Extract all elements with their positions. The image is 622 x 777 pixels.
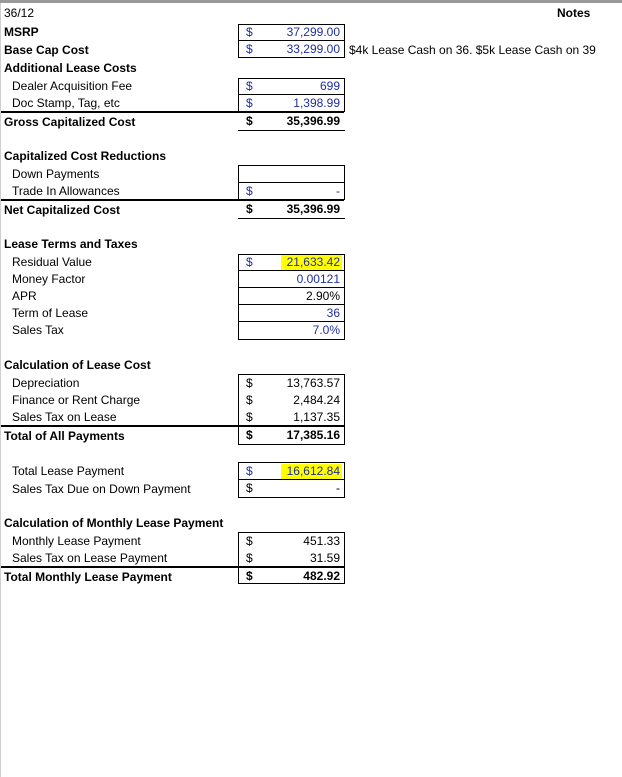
- finance-label: Finance or Rent Charge: [12, 393, 141, 407]
- total-monthly-value: 482.92: [303, 569, 340, 583]
- base-cap-cell[interactable]: $ 33,299.00: [246, 42, 340, 56]
- lease-cost-heading: Calculation of Lease Cost: [4, 358, 151, 372]
- finance-cell: $ 2,484.24: [246, 393, 340, 407]
- net-cap-value: 35,396.99: [286, 202, 340, 216]
- residual-label: Residual Value: [12, 255, 92, 269]
- base-cap-label: Base Cap Cost: [4, 43, 89, 57]
- total-monthly-cell: $ 482.92: [246, 569, 340, 583]
- lease-tax-value: 1,137.35: [293, 410, 340, 424]
- monthly-payment-cell: $ 451.33: [246, 534, 340, 548]
- msrp-cell[interactable]: $ 37,299.00: [246, 25, 340, 39]
- sales-tax-label: Sales Tax: [12, 323, 64, 337]
- monthly-tax-label: Sales Tax on Lease Payment: [12, 551, 168, 565]
- additional-costs-heading: Additional Lease Costs: [4, 61, 137, 75]
- depreciation-cell: $ 13,763.57: [246, 376, 340, 390]
- base-cap-value: 33,299.00: [286, 42, 340, 56]
- reductions-heading: Capitalized Cost Reductions: [4, 149, 167, 163]
- gross-cap-cell: $ 35,396.99: [246, 114, 340, 128]
- doc-stamp-cell[interactable]: $ 1,398.99: [246, 96, 340, 110]
- acq-fee-label: Dealer Acquisition Fee: [12, 79, 133, 93]
- doc-stamp-value: 1,398.99: [293, 96, 340, 110]
- term-value: 36: [326, 306, 340, 320]
- gross-cap-label: Gross Capitalized Cost: [4, 115, 136, 129]
- residual-cell[interactable]: $ 21,633.42: [246, 255, 340, 269]
- money-factor-label: Money Factor: [12, 272, 86, 286]
- total-payments-label: Total of All Payments: [4, 429, 125, 443]
- monthly-tax-value: 31.59: [309, 551, 340, 565]
- monthly-tax-cell: $ 31.59: [246, 551, 340, 565]
- monthly-payment-label: Monthly Lease Payment: [12, 534, 141, 548]
- acq-fee-value: 699: [319, 79, 340, 93]
- sheet-top-border: [0, 0, 622, 3]
- total-monthly-label: Total Monthly Lease Payment: [4, 570, 172, 584]
- tax-down-cell: $ -: [246, 481, 340, 495]
- down-payments-label: Down Payments: [12, 167, 100, 181]
- apr-label: APR: [12, 289, 37, 303]
- total-lease-value: 16,612.84: [281, 464, 342, 479]
- total-payments-value: 17,385.16: [286, 428, 340, 442]
- terms-heading: Lease Terms and Taxes: [4, 237, 138, 251]
- money-factor-value: 0.00121: [296, 272, 340, 286]
- apr-value: 2.90%: [305, 289, 340, 303]
- money-factor-cell[interactable]: [238, 271, 345, 288]
- term-label: Term of Lease: [12, 306, 89, 320]
- tax-down-value: -: [336, 481, 340, 495]
- net-cap-label: Net Capitalized Cost: [4, 203, 121, 217]
- msrp-label: MSRP: [4, 25, 39, 39]
- sales-tax-cell[interactable]: [238, 322, 345, 339]
- term-cell[interactable]: [238, 305, 345, 322]
- total-payments-cell: $ 17,385.16: [246, 428, 340, 442]
- total-lease-label: Total Lease Payment: [12, 464, 125, 478]
- lease-tax-label: Sales Tax on Lease: [12, 410, 117, 424]
- depreciation-label: Depreciation: [12, 376, 80, 390]
- tax-down-label: Sales Tax Due on Down Payment: [12, 482, 191, 496]
- lease-tax-cell: $ 1,137.35: [246, 410, 340, 424]
- trade-in-cell[interactable]: $ -: [246, 184, 340, 198]
- down-payments-cell[interactable]: [238, 165, 345, 182]
- net-cap-cell: $ 35,396.99: [246, 202, 340, 216]
- sales-tax-value: 7.0%: [312, 323, 340, 337]
- sheet-left-border: [0, 3, 1, 777]
- base-cap-note: $4k Lease Cash on 36. $5k Lease Cash on 39: [349, 43, 596, 57]
- msrp-value: 37,299.00: [286, 25, 340, 39]
- trade-in-label: Trade In Allowances: [12, 184, 120, 198]
- gross-cap-value: 35,396.99: [286, 114, 340, 128]
- monthly-heading: Calculation of Monthly Lease Payment: [4, 516, 224, 530]
- finance-value: 2,484.24: [293, 393, 340, 407]
- apr-cell[interactable]: [238, 288, 345, 305]
- acq-fee-cell[interactable]: $ 699: [246, 79, 340, 93]
- trade-in-value: -: [336, 184, 340, 198]
- depreciation-value: 13,763.57: [286, 376, 340, 390]
- residual-value: 21,633.42: [281, 255, 342, 270]
- monthly-payment-value: 451.33: [303, 534, 340, 548]
- doc-stamp-label: Doc Stamp, Tag, etc: [12, 96, 120, 110]
- total-lease-cell: $ 16,612.84: [246, 464, 340, 478]
- notes-header: Notes: [557, 6, 591, 20]
- sheet-title: 36/12: [4, 6, 35, 20]
